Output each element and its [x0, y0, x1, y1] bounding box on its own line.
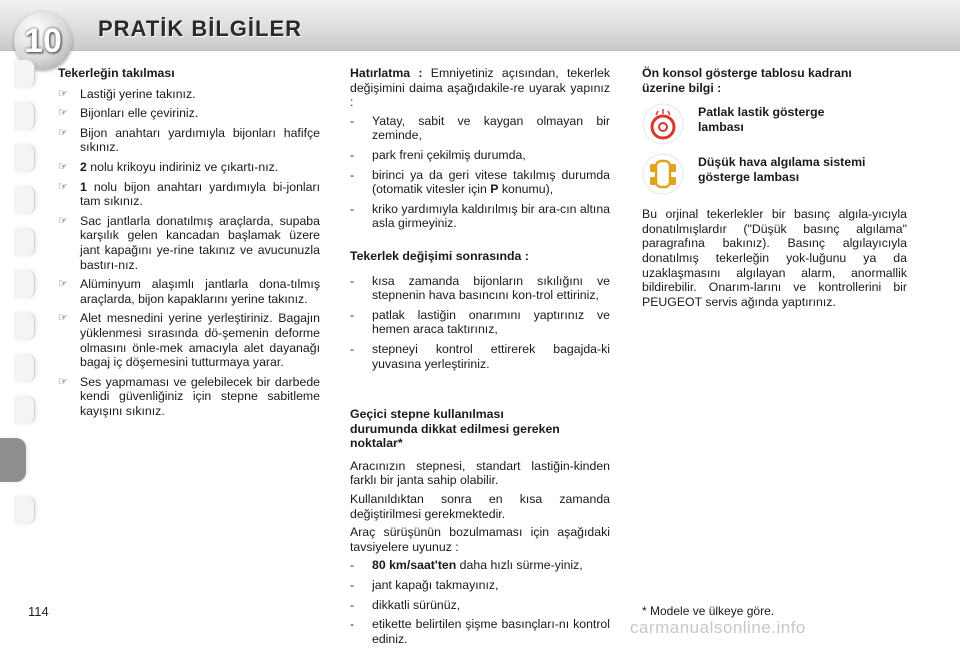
indicator-label: Patlak lastik gösterge lambası: [698, 105, 825, 134]
list-item: - patlak lastiğin onarımını yaptırınız ve hemen araca taktırınız,: [350, 307, 610, 337]
side-tabs: [0, 60, 38, 538]
pointing-hand-icon: ☞: [58, 278, 68, 291]
list-item: - 80 km/saat'ten daha hızlı sürme-yiniz,: [350, 558, 583, 573]
indicator-row: [642, 103, 907, 145]
flat-tire-warning-icon: [642, 103, 684, 145]
footnote: * Modele ve ülkeye göre.: [642, 604, 775, 618]
paragraph: Bu orjinal tekerlekler bir basınç algıla-yıcıyla donatılmışlardır ("Düşük basınç algılama" paragrafına bakınız). Basınç algılayıcıyla donatılmış tekerleğin yok-luğunu ya da uzaklaşmasını algılayan alarm, anormallik bildirebilir. Onarım-larını ve kontrollerini bir PEUGEOT servis ağında yaptırınız.: [642, 207, 907, 309]
pointing-hand-icon: ☞: [58, 126, 68, 139]
chapter-tab[interactable]: [14, 496, 35, 524]
list-item: - etikette belirtilen şişme basınçları-nı kontrol ediniz.: [350, 617, 610, 646]
chapter-tab[interactable]: [14, 270, 35, 298]
chapter-tab[interactable]: [14, 60, 35, 88]
list-item: ☞ Ses yapmaması ve gelebilecek bir darbede kendi güvenliğiniz için stepne sabitleme kayışını sıkınız.: [58, 374, 320, 418]
list-item: - birinci ya da geri vitese takılmış durumda (otomatik vitesler için P konumu),: [350, 167, 610, 197]
paragraph: Araç sürüşünün bozulmaması için aşağıdaki tavsiyelere uyunuz :: [350, 525, 610, 554]
indicator-label: Düşük hava algılama sistemi gösterge lambası: [698, 155, 866, 184]
chapter-tab[interactable]: [14, 228, 35, 256]
list-item: ☞ Alet mesnedini yerine yerleştiriniz. Bagajın yüklenmesi sırasında dö-şemenin deforme olmasını önle-mek amacıyla alet dayanağı bagaj iç döşemesini tutturmaya yarar.: [58, 311, 320, 370]
indicator-row: [642, 153, 907, 195]
chapter-tab[interactable]: [14, 354, 35, 382]
column-reminder: [350, 66, 610, 651]
chapter-tab[interactable]: [14, 102, 35, 130]
page-number: 114: [28, 604, 49, 619]
list-item: - stepneyi kontrol ettirerek bagajda-ki yuvasına yerleştiriniz.: [350, 341, 610, 371]
pointing-hand-icon: ☞: [58, 312, 68, 325]
watermark: carmanualsonline.info: [630, 618, 806, 637]
list-item: - jant kapağı takmayınız,: [350, 578, 499, 593]
list-item: - park freni çekilmiş durumda,: [350, 147, 526, 162]
chapter-tab[interactable]: [14, 396, 35, 424]
list-item: - kriko yardımıyla kaldırılmış bir ara-cın altına asla girmeyiniz.: [350, 201, 610, 231]
section-heading: Ön konsol gösterge tablosu kadranı üzerine bilgi :: [642, 66, 852, 95]
reminder-paragraph: Hatırlatma : Emniyetiniz açısından, tekerlek değişimini daima aşağıdakile-re uyarak yapınız :: [350, 66, 611, 110]
list-item: ☞ Lastiği yerine takınız.: [58, 86, 196, 101]
section-heading: Tekerlek değişimi sonrasında :: [350, 248, 529, 263]
pointing-hand-icon: ☞: [58, 214, 68, 227]
item-number: 1: [80, 179, 87, 194]
column-dashboard-info: [642, 66, 907, 313]
list-item: ☞ 2 nolu krikoyu indiriniz ve çıkartı-nız.: [58, 159, 279, 174]
chapter-tab[interactable]: [14, 312, 35, 340]
list-item: - kısa zamanda bijonların sıkılığını ve stepnenin hava basıncını kon-trol ettiriniz,: [350, 273, 610, 303]
list-item: ☞ Sac jantlarla donatılmış araçlarda, supaba karşılık gelen kancadan başlamak üzere jant kapağını ye-rine takınız ve avucunuzla bastırı-nız.: [58, 213, 320, 272]
pointing-hand-icon: ☞: [58, 180, 68, 193]
page-title: PRATİK BİLGİLER: [98, 16, 303, 41]
paragraph: Aracınızın stepnesi, standart lastiğin-kinden farklı bir janta sahip olabilir.: [350, 458, 610, 488]
pointing-hand-icon: ☞: [58, 107, 68, 120]
pointing-hand-icon: ☞: [58, 160, 68, 173]
list-item: ☞ 1 nolu bijon anahtarı yardımıyla bi-jonları tam sıkınız.: [58, 179, 320, 209]
pointing-hand-icon: ☞: [58, 375, 68, 388]
chapter-tab[interactable]: [14, 186, 35, 214]
chapter-tab[interactable]: [14, 144, 35, 172]
list-item: ☞ Alüminyum alaşımlı jantlarla dona-tılmış araçlarda, bijon kapaklarını yerine takınız.: [58, 277, 320, 306]
chapter-tab-active[interactable]: [0, 438, 26, 482]
chapter-number: 10: [24, 21, 62, 60]
list-item: - Yatay, sabit ve kaygan olmayan bir zeminde,: [350, 113, 610, 143]
list-item: - dikkatli sürünüz,: [350, 597, 461, 612]
column-wheel-fitting: [58, 66, 320, 423]
low-pressure-warning-icon: [642, 153, 684, 195]
pointing-hand-icon: ☞: [58, 87, 68, 100]
list-item: ☞ Bijon anahtarı yardımıyla bijonları hafifçe sıkınız.: [58, 125, 320, 155]
list-item: ☞ Bijonları elle çeviriniz.: [58, 106, 199, 121]
paragraph: Kullanıldıktan sonra en kısa zamanda değiştirilmesi gerekmektedir.: [350, 492, 610, 521]
item-number: 2: [80, 159, 87, 174]
section-heading: Tekerleğin takılması: [58, 66, 175, 80]
section-heading: Geçici stepne kullanılması durumunda dikkat edilmesi gereken noktalar*: [350, 407, 560, 451]
